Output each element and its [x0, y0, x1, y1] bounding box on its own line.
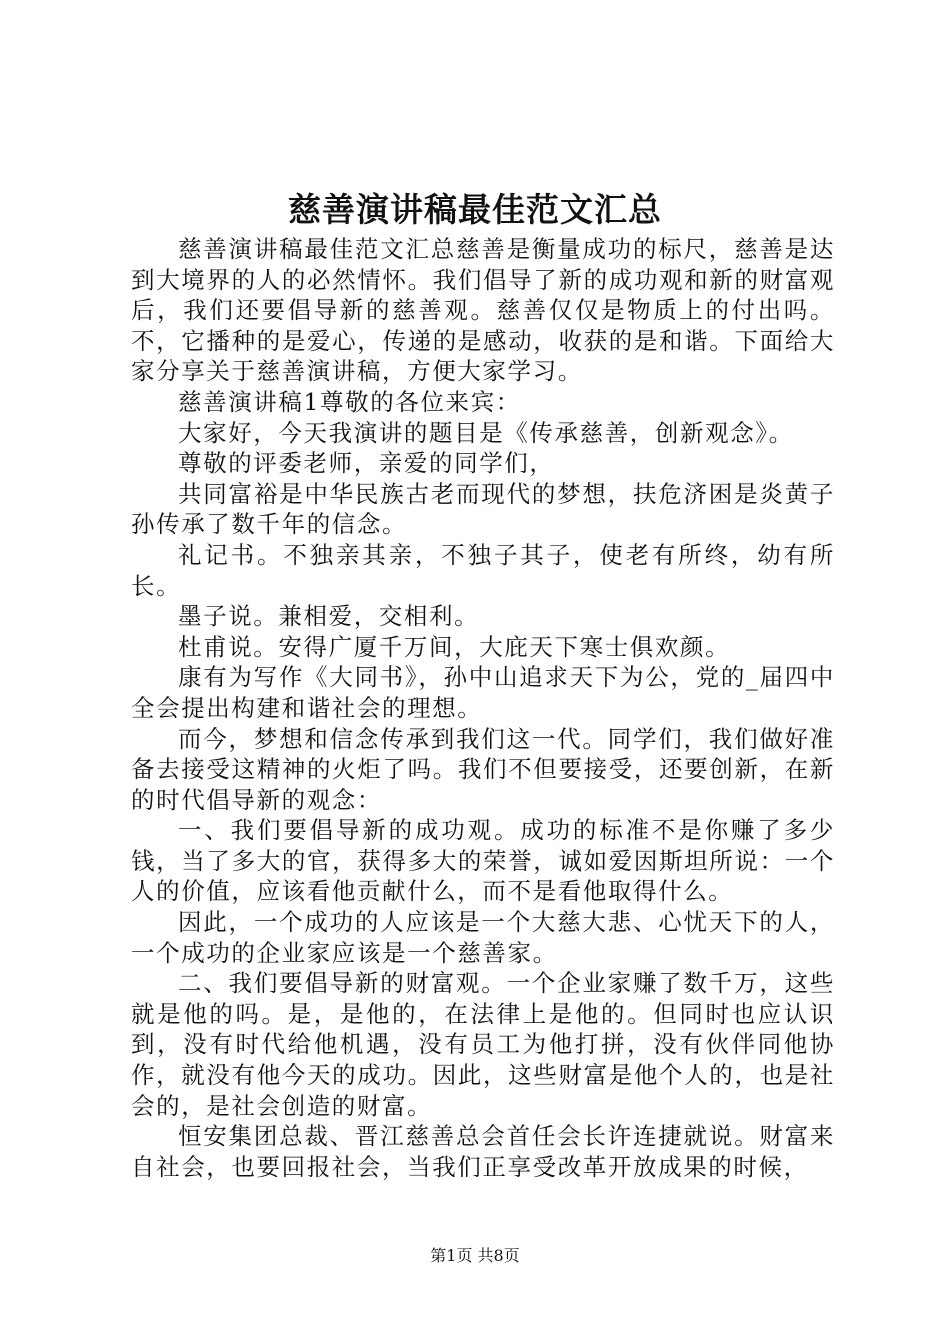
paragraph: 康有为写作《大同书》，孙中山追求天下为公，党的_届四中全会提出构建和谐社会的理想。 [131, 663, 835, 722]
page-number-footer: 第1页 共8页 [430, 1246, 520, 1265]
paragraph: 共同富裕是中华民族古老而现代的梦想，扶危济困是炎黄子孙传承了数千年的信念。 [131, 479, 835, 539]
paragraph: 杜甫说。安得广厦千万间，大庇天下寒士俱欢颜。 [178, 632, 731, 661]
paragraph: 慈善演讲稿最佳范文汇总慈善是衡量成功的标尺，慈善是达到大境界的人的必然情怀。我们倡导了新的成功观和新的财富观后，我们还要倡导新的慈善观。慈善仅仅是物质上的付出吗。不，它播种的是爱心，传递的是感动，收获的是和谐。下面给大家分享关于慈善演讲稿，方便大家学习。 [131, 235, 835, 386]
paragraph: 一、我们要倡导新的成功观。成功的标准不是你赚了多少钱，当了多大的官，获得多大的荣誉，诚如爱因斯坦所说：一个人的价值，应该看他贡献什么，而不是看他取得什么。 [131, 816, 835, 906]
document-body [131, 234, 835, 1182]
paragraph: 大家好，今天我演讲的题目是《传承慈善，创新观念》。 [178, 418, 794, 447]
paragraph: 恒安集团总裁、晋江慈善总会首任会长许连捷就说。财富来自社会，也要回报社会，当我们正享受改革开放成果的时候， [131, 1122, 835, 1181]
paragraph: 二、我们要倡导新的财富观。一个企业家赚了数千万，这些就是他的吗。是，是他的，在法律上是他的。但同时也应认识到，没有时代给他机遇，没有员工为他打拼，没有伙伴同他协作，就没有他今天的成功。因此，这些财富是他个人的，也是社会的，是社会创造的财富。 [131, 969, 835, 1120]
paragraph: 尊敬的评委老师，亲爱的同学们， [178, 449, 555, 478]
paragraph: 慈善演讲稿1尊敬的各位来宾： [178, 387, 521, 416]
document-title: 慈善演讲稿最佳范文汇总 [288, 190, 662, 229]
paragraph: 因此，一个成功的人应该是一个大慈大悲、心忧天下的人，一个成功的企业家应该是一个慈善家。 [131, 908, 835, 967]
paragraph: 礼记书。不独亲其亲，不独子其子，使老有所终，幼有所长。 [131, 540, 835, 600]
paragraph: 墨子说。兼相爱，交相利。 [178, 602, 480, 631]
paragraph: 而今，梦想和信念传承到我们这一代。同学们，我们做好准备去接受这精神的火炬了吗。我们不但要接受，还要创新，在新的时代倡导新的观念： [131, 724, 835, 814]
